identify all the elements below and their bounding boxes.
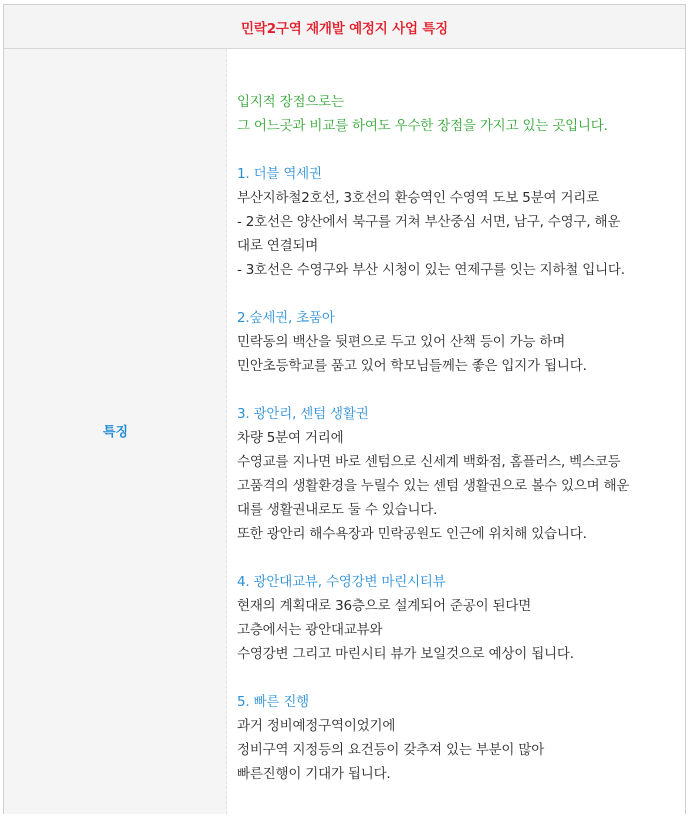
spacer bbox=[237, 546, 681, 570]
feature-table bbox=[3, 4, 686, 814]
section-line: 고품격의 생활환경을 누릴수 있는 센텀 생활권으로 볼수 있으며 해운 bbox=[237, 478, 630, 494]
table-title: 민락2구역 재개발 예정지 사업 특징 bbox=[241, 20, 448, 37]
section-heading: 2.숲세권, 초품아 bbox=[237, 310, 335, 326]
section-line: 또한 광안리 해수욕장과 민락공원도 인근에 위치해 있습니다. bbox=[237, 526, 587, 542]
table-header bbox=[4, 5, 685, 49]
label-cell bbox=[4, 49, 227, 814]
spacer bbox=[237, 138, 681, 162]
section-line: 대를 생활권내로도 둘 수 있습니다. bbox=[237, 502, 438, 518]
section-heading: 4. 광안대교뷰, 수영강변 마린시티뷰 bbox=[237, 574, 446, 590]
section-line: 정비구역 지정등의 요건등이 갖추져 있는 부분이 많아 bbox=[237, 742, 545, 758]
intro-line: 입지적 장점으로는 bbox=[237, 94, 344, 110]
section-line: 민안초등학교를 품고 있어 학모님들께는 좋은 입지가 됩니다. bbox=[237, 358, 587, 374]
section-line: 수영교를 지나면 바로 센텀으로 신세계 백화점, 홈플러스, 벡스코등 bbox=[237, 454, 621, 470]
section-heading: 5. 빠른 진행 bbox=[237, 694, 310, 710]
section-line: 대로 연결되며 bbox=[237, 238, 319, 254]
section-line: 고층에서는 광안대교뷰와 bbox=[237, 622, 383, 638]
section-line: 현재의 계획대로 36층으로 설계되어 준공이 된다면 bbox=[237, 598, 532, 614]
section-line: 차량 5분여 거리에 bbox=[237, 430, 344, 446]
row-label: 특징 bbox=[102, 425, 129, 440]
spacer bbox=[237, 666, 681, 690]
section-line: 빠른진행이 기대가 됩니다. bbox=[237, 766, 391, 782]
intro-line: 그 어느곳과 비교를 하여도 우수한 장점을 가지고 있는 곳입니다. bbox=[237, 118, 608, 134]
section-heading: 3. 광안리, 센텀 생활권 bbox=[237, 406, 369, 422]
section-line: 과거 정비예정구역이었기에 bbox=[237, 718, 396, 734]
content-cell bbox=[227, 49, 685, 814]
section-line: 부산지하철2호선, 3호선의 환승역인 수영역 도보 5분여 거리로 bbox=[237, 190, 599, 206]
spacer bbox=[237, 378, 681, 402]
section-line: 민락동의 백산을 뒷편으로 두고 있어 산책 등이 가능 하며 bbox=[237, 334, 566, 350]
section-line: 수영강변 그리고 마린시티 뷰가 보일것으로 예상이 됩니다. bbox=[237, 646, 574, 662]
spacer bbox=[237, 282, 681, 306]
section-line: - 2호선은 양산에서 북구를 거쳐 부산중심 서면, 남구, 수영구, 해운 bbox=[237, 214, 621, 230]
feature-content bbox=[237, 90, 681, 786]
section-line: - 3호선은 수영구와 부산 시청이 있는 연제구를 잇는 지하철 입니다. bbox=[237, 262, 625, 278]
section-heading: 1. 더블 역세권 bbox=[237, 166, 322, 182]
